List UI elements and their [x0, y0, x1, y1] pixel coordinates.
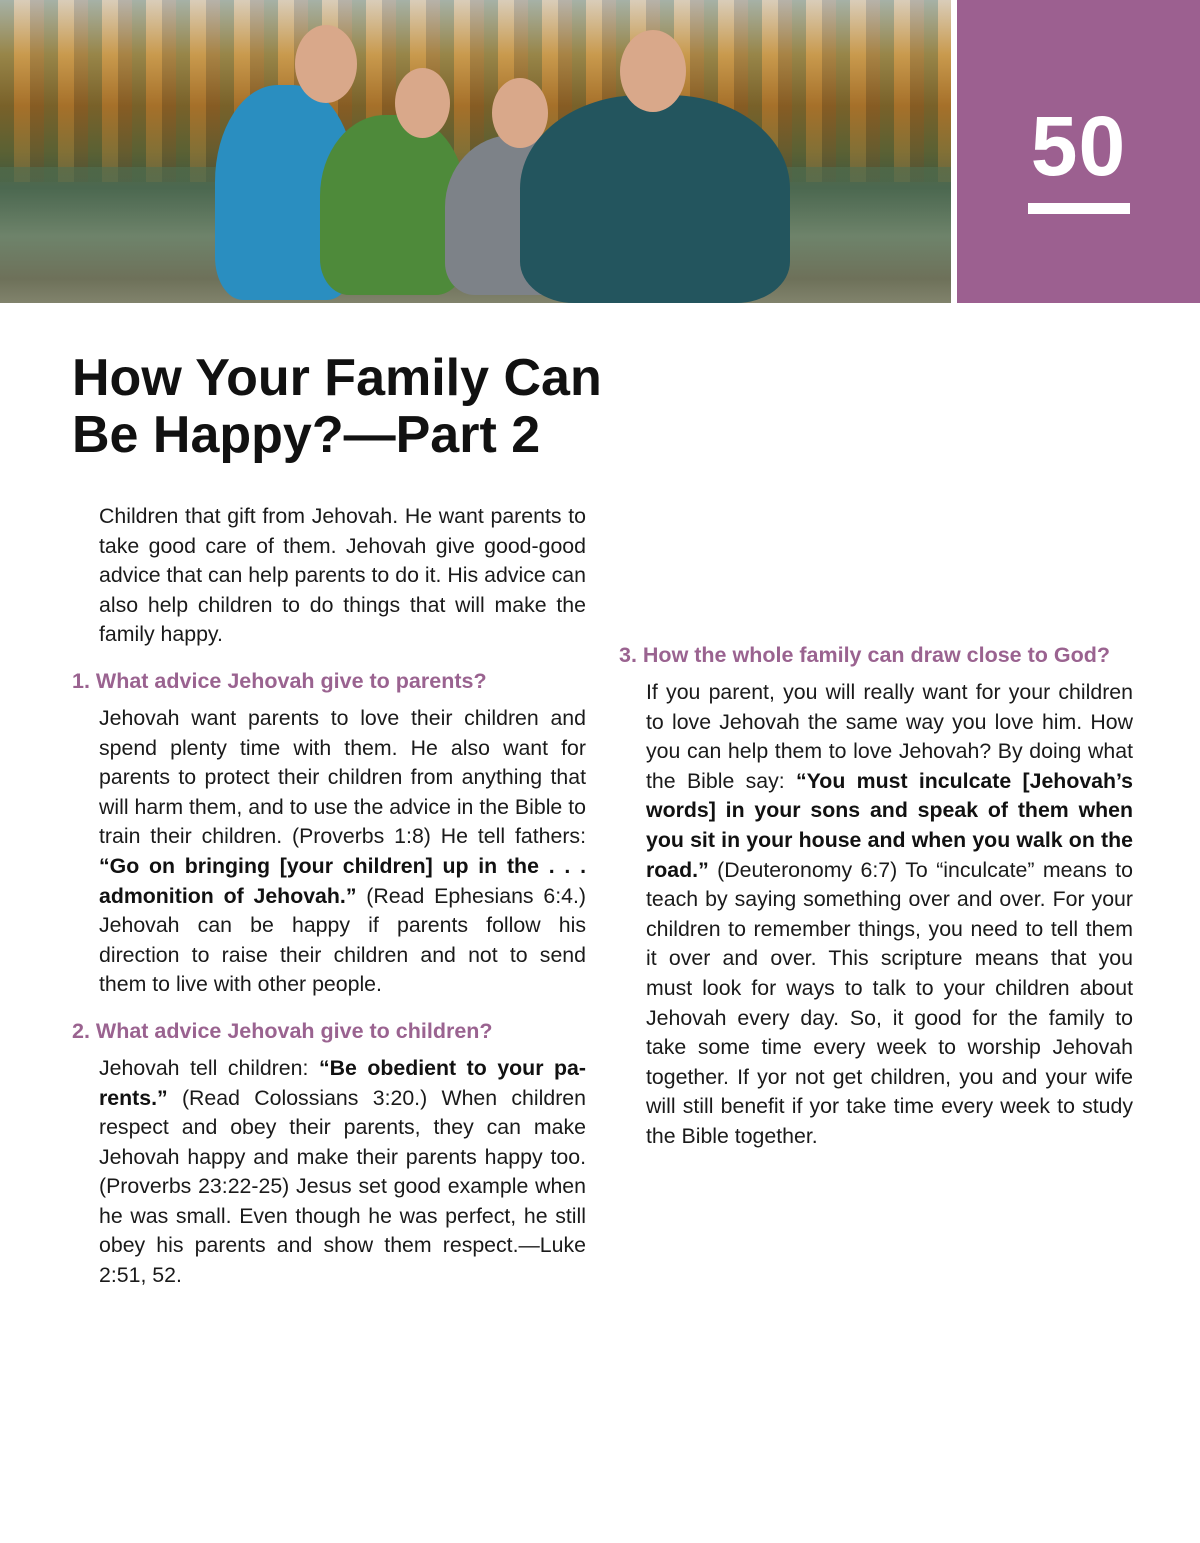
family-photo — [0, 0, 951, 303]
page-title: How Your Family Can Be Happy?—Part 2 — [72, 349, 602, 464]
section-body — [99, 704, 586, 1000]
scripture-quote: “Go on bringing [your children] up in the . . . admonition of Jehovah.” — [99, 853, 586, 908]
mother-head — [295, 25, 357, 103]
section-heading: 1. What advice Jehovah give to parents? — [72, 668, 487, 693]
lesson-number: 50 — [1030, 99, 1127, 193]
intro-paragraph: Children that gift from Jehovah. He want parents to take good care of them. Jehovah give good-good advice that can help parents to do it. His advice can also help children to do things that will make the family happy. — [99, 504, 586, 647]
lesson-number-badge — [957, 0, 1200, 303]
body-text: (Deuteronomy 6:7) To “inculcate” means to teach by saying something over and over. For your children to remember things, you need to tell them it over and over. This scripture means that you must look for ways to talk to your children about Jehovah every day. So, it good for the family to take some time every week to worship Jehovah together. If yor not get children, you and your wife will still benefit if yor take time every week to study the Bible together. — [646, 857, 1133, 1148]
father-figure — [520, 95, 790, 303]
daughter-figure — [320, 115, 465, 295]
section-body — [646, 678, 1133, 1152]
body-text: (Read Colossians 3:20.) When children respect and obey their parents, they can make Jehovah happy and make their parents happy too. (Proverbs 23:22-25) Jesus set good example when he was small. Even though he was perfect, he still obey his parents and show them respect.—Luke 2:51, 52. — [99, 1085, 586, 1288]
badge-underline — [1028, 203, 1130, 214]
right-column — [619, 502, 1133, 1168]
section-body — [99, 1054, 586, 1291]
section-heading: 2. What advice Jehovah give to children? — [72, 1018, 493, 1043]
body-text: If you parent, you will really want for your children to love Jehovah the same way you love him. How you can help them to love Jehovah? By doing what the Bible say: — [646, 680, 1133, 793]
body-text: Jehovah tell children: — [99, 1055, 319, 1080]
father-head — [620, 30, 686, 112]
body-text: Jehovah want parents to love their children and spend plenty time with them. He also want for parents to protect their children from anything that will harm them, and to use the advice in the Bible to train their children. (Proverbs 1:8) He tell fathers: — [99, 705, 586, 849]
scripture-quote: “Be obedient to your parents.” — [99, 1055, 586, 1110]
section-heading: 3. How the whole family can draw close to God? — [619, 643, 1111, 667]
daughter-head — [395, 68, 450, 138]
left-column — [72, 502, 586, 1291]
body-text: (Read Ephesians 6:4.) Jehovah can be happy if parents follow his direction to raise their children and not to send them to live with other people. — [99, 883, 587, 997]
scripture-quote: “You must inculcate [Jehovah’s words] in your sons and speak of them when you sit in your house and when you walk on the road.” — [646, 768, 1133, 882]
